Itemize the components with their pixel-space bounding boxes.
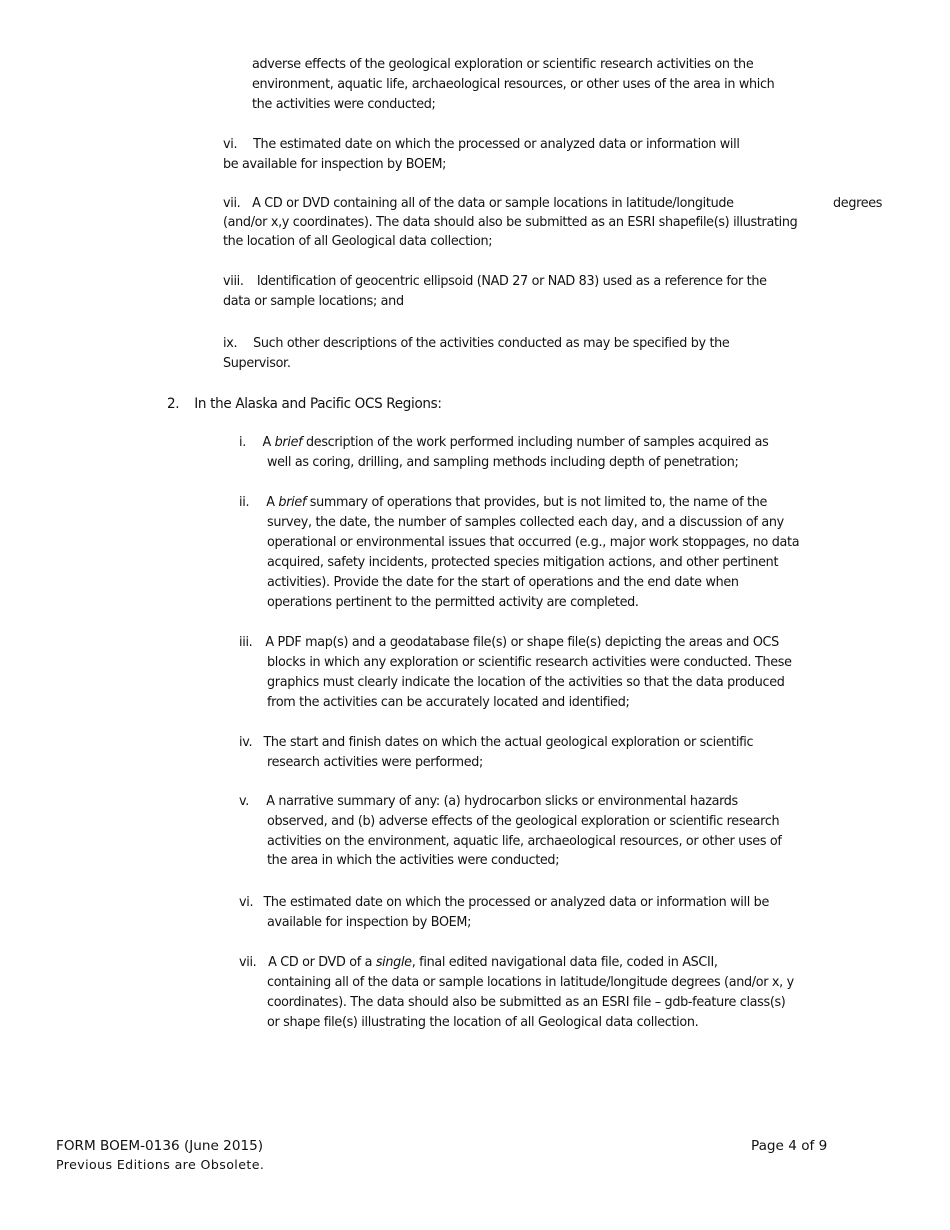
text-line: Supervisor.: [223, 355, 291, 371]
text-line: graphics must clearly indicate the location of the activities so that the data produced: [267, 674, 785, 690]
text-line: research activities were performed;: [267, 754, 484, 770]
text-line: (and/or x,y coordinates). The data should also be submitted as an ESRI shapefile(s) illustrating: [223, 214, 798, 230]
item-number: viii.: [223, 273, 244, 289]
list-item-line: [239, 892, 769, 912]
item-text: description of the work performed including number of samples acquired as: [302, 434, 769, 450]
emphasis-text: single: [375, 954, 412, 970]
text-line: from the activities can be accurately located and identified;: [267, 694, 630, 710]
list-item-line: [223, 333, 729, 353]
text-line: coordinates). The data should also be submitted as an ESRI file – gdb-feature class(s): [267, 994, 786, 1010]
text-line: or shape file(s) illustrating the location of all Geological data collection.: [267, 1014, 699, 1030]
list-item-line: [239, 632, 779, 652]
item-text: A narrative summary of any: (a) hydrocarbon slicks or environmental hazards: [266, 793, 738, 809]
text-line: available for inspection by BOEM;: [267, 914, 472, 930]
text-line: activities). Provide the date for the start of operations and the end date when: [267, 574, 739, 590]
text-line: containing all of the data or sample locations in latitude/longitude degrees (and/or x, y: [267, 974, 794, 990]
item-number: vi.: [239, 894, 254, 910]
obsolete-notice: Previous Editions are Obsolete.: [56, 1157, 265, 1172]
trailing-word: degrees: [833, 195, 883, 211]
item-number: ix.: [223, 335, 238, 351]
text-line: adverse effects of the geological exploration or scientific research activities on the: [252, 56, 754, 72]
text-line: environment, aquatic life, archaeological resources, or other uses of the area in which: [252, 76, 775, 92]
section-heading-text: In the Alaska and Pacific OCS Regions:: [194, 396, 442, 412]
item-text: A CD or DVD containing all of the data or sample locations in latitude/longitude: [252, 195, 734, 211]
section-number: 2.: [167, 396, 180, 412]
text-line: activities on the environment, aquatic life, archaeological resources, or other uses of: [267, 833, 782, 849]
list-item-line: [239, 732, 753, 752]
item-text: summary of operations that provides, but is not limited to, the name of the: [306, 494, 768, 510]
text-line: observed, and (b) adverse effects of the geological exploration or scientific research: [267, 813, 780, 829]
text-line: acquired, safety incidents, protected species mitigation actions, and other pertinent: [267, 554, 779, 570]
list-item-line: [239, 791, 738, 811]
list-item-line: [223, 193, 734, 213]
item-number: vii.: [223, 195, 241, 211]
text-line: data or sample locations; and: [223, 293, 404, 309]
item-text: A: [262, 434, 275, 450]
item-text: A: [266, 494, 279, 510]
item-number: vii.: [239, 954, 257, 970]
text-line: the area in which the activities were conducted;: [267, 852, 560, 868]
list-item-line: [239, 492, 767, 512]
item-text: A PDF map(s) and a geodatabase file(s) or shape file(s) depicting the areas and OCS: [265, 634, 779, 650]
item-number: iv.: [239, 734, 253, 750]
text-line: survey, the date, the number of samples collected each day, and a discussion of any: [267, 514, 784, 530]
list-item-line: [239, 432, 768, 452]
emphasis-text: brief: [278, 494, 307, 510]
item-number: i.: [239, 434, 246, 450]
text-line: be available for inspection by BOEM;: [223, 156, 447, 172]
item-text: The estimated date on which the processed or analyzed data or information will: [253, 136, 740, 152]
item-text: The estimated date on which the processed or analyzed data or information will be: [263, 894, 770, 910]
text-line: operational or environmental issues that occurred (e.g., major work stoppages, no data: [267, 534, 800, 550]
item-text: Such other descriptions of the activities conducted as may be specified by the: [253, 335, 730, 351]
list-item-line: [223, 271, 767, 291]
item-number: ii.: [239, 494, 250, 510]
section-heading: [167, 394, 442, 414]
page-number: Page 4 of 9: [751, 1138, 828, 1154]
item-number: iii.: [239, 634, 253, 650]
text-line: the location of all Geological data collection;: [223, 233, 493, 249]
text-line: the activities were conducted;: [252, 96, 436, 112]
emphasis-text: brief: [274, 434, 303, 450]
item-number: vi.: [223, 136, 238, 152]
text-line: operations pertinent to the permitted activity are completed.: [267, 594, 639, 610]
list-item-line: [223, 134, 740, 154]
text-line: well as coring, drilling, and sampling methods including depth of penetration;: [267, 454, 739, 470]
item-number: v.: [239, 793, 249, 809]
item-text: A CD or DVD of a: [268, 954, 376, 970]
item-text: The start and finish dates on which the actual geological exploration or scientific: [263, 734, 754, 750]
form-number: FORM BOEM-0136 (June 2015): [56, 1138, 264, 1154]
item-text: Identification of geocentric ellipsoid (NAD 27 or NAD 83) used as a reference for the: [256, 273, 767, 289]
list-item-line: [239, 952, 718, 972]
item-text: , final edited navigational data file, coded in ASCII,: [411, 954, 718, 970]
text-line: blocks in which any exploration or scientific research activities were conducted. These: [267, 654, 792, 670]
